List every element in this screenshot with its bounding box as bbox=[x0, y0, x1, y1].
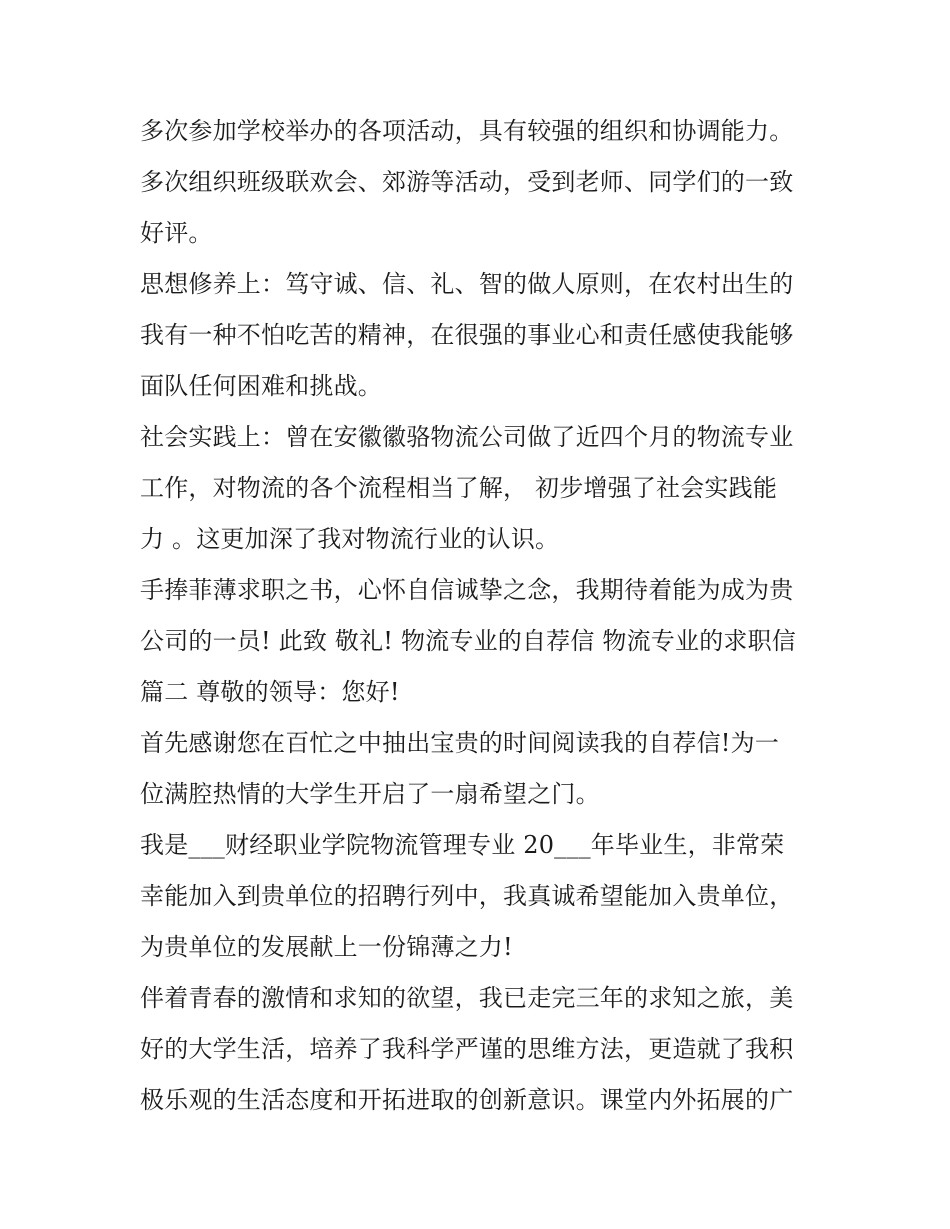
text-line: 力 。这更加深了我对物流行业的认识。 bbox=[140, 525, 560, 553]
text-line: 多次参加学校举办的各项活动，具有较强的组织和协调能力。 bbox=[140, 117, 794, 145]
text-line: 首先感谢您在百忙之中抽出宝贵的时间阅读我的自荐信!为一 bbox=[140, 729, 780, 757]
text-line: 好的大学生活，培养了我科学严谨的思维方法，更造就了我积 bbox=[140, 1035, 794, 1063]
text-line: 工作，对物流的各个流程相当了解， 初步增强了社会实践能 bbox=[140, 474, 778, 502]
text-line: 篇二 尊敬的领导：您好! bbox=[140, 678, 400, 706]
text-line: 公司的一员! 此致 敬礼! 物流专业的自荐信 物流专业的求职信 bbox=[140, 627, 797, 655]
text-line: 为贵单位的发展献上一份锦薄之力! bbox=[140, 933, 513, 961]
text-line: 多次组织班级联欢会、郊游等活动，受到老师、同学们的一致 bbox=[140, 168, 794, 196]
text-line: 位满腔热情的大学生开启了一扇希望之门。 bbox=[140, 780, 600, 808]
text-line: 思想修养上：笃守诚、信、礼、智的做人原则，在农村出生的 bbox=[140, 270, 794, 298]
text-line: 我是___财经职业学院物流管理专业 20___年毕业生，非常荣 bbox=[140, 831, 785, 859]
text-line: 好评。 bbox=[140, 219, 213, 247]
document-body bbox=[140, 106, 820, 1126]
text-line: 面队任何困难和挑战。 bbox=[140, 372, 382, 400]
text-line: 我有一种不怕吃苦的精神，在很强的事业心和责任感使我能够 bbox=[140, 321, 794, 349]
text-line: 手捧菲薄求职之书，心怀自信诚挚之念，我期待着能为成为贵 bbox=[140, 576, 794, 604]
text-line: 极乐观的生活态度和开拓进取的创新意识。课堂内外拓展的广 bbox=[140, 1086, 794, 1114]
text-line: 社会实践上：曾在安徽徽骆物流公司做了近四个月的物流专业 bbox=[140, 423, 794, 451]
text-line: 伴着青春的激情和求知的欲望，我已走完三年的求知之旅，美 bbox=[140, 984, 794, 1012]
text-line: 幸能加入到贵单位的招聘行列中，我真诚希望能加入贵单位， bbox=[140, 882, 794, 910]
